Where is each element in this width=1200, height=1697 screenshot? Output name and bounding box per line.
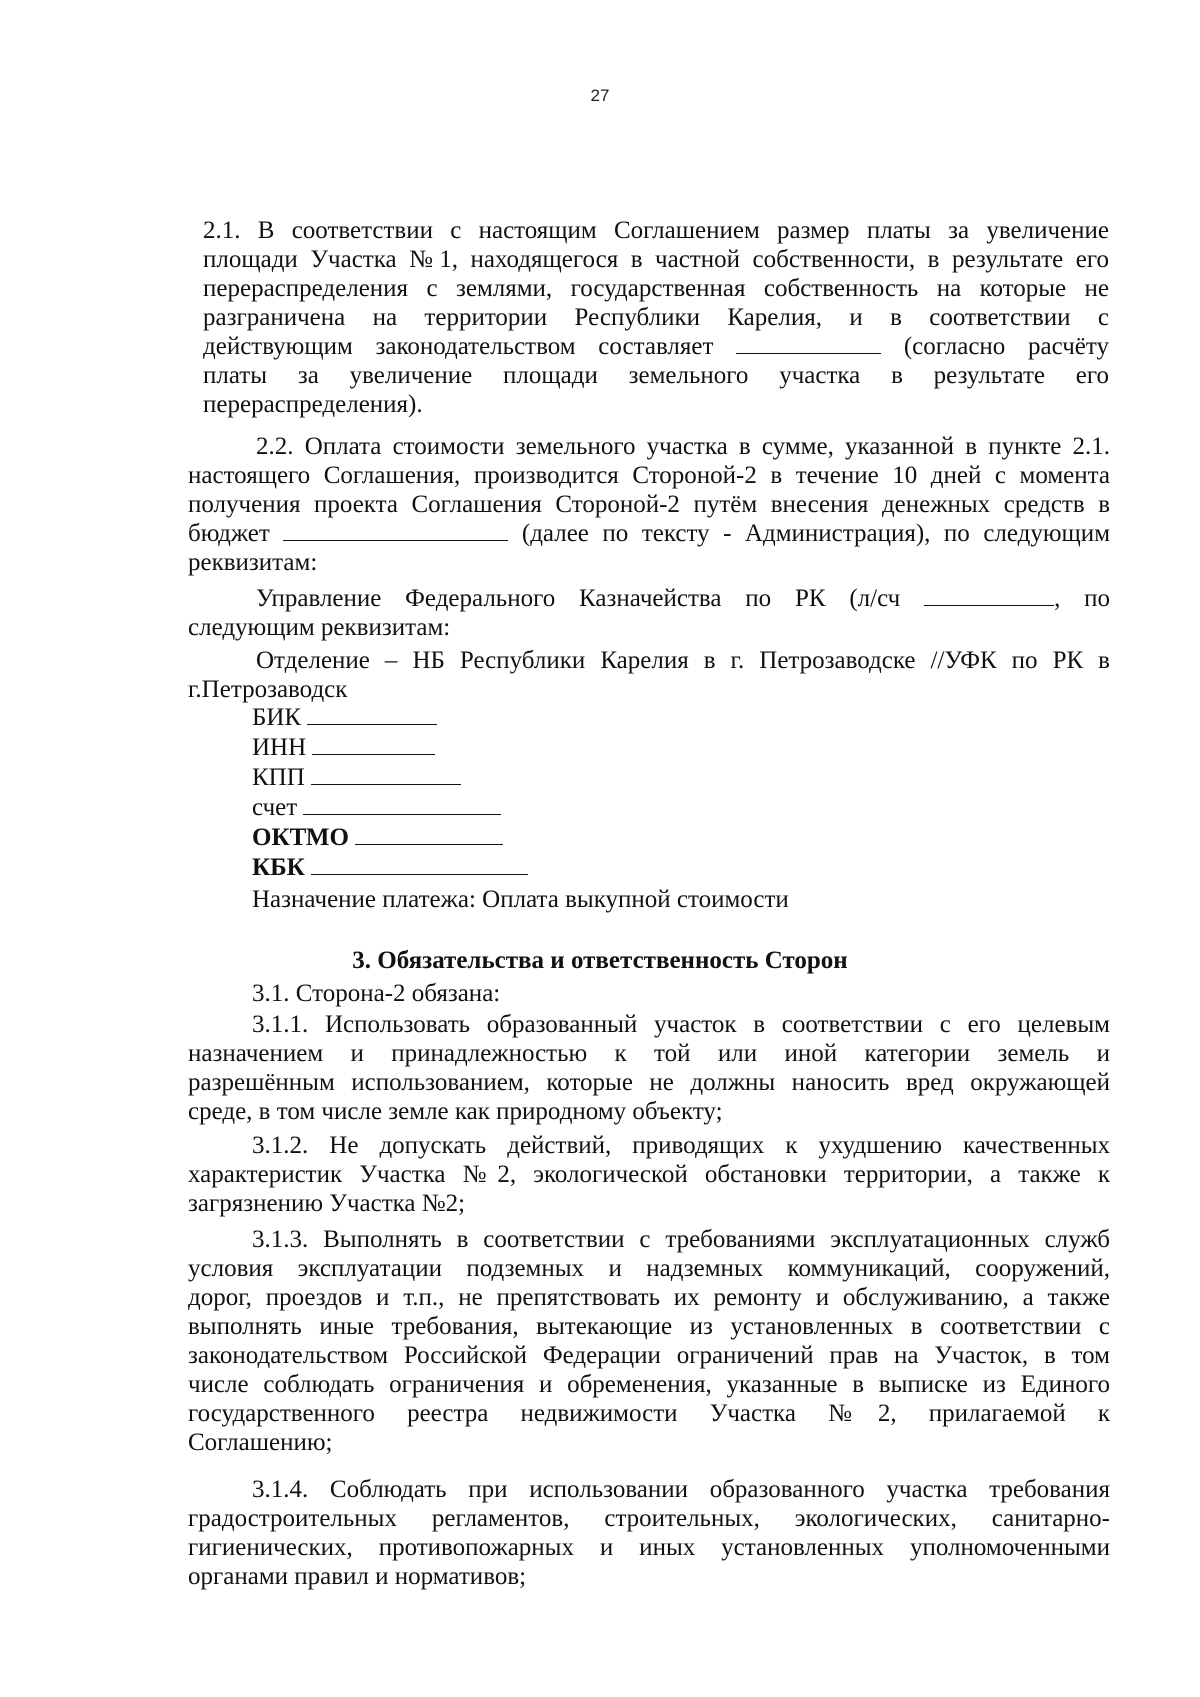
- text-line: перераспределения).: [203, 391, 423, 418]
- text-line: Соглашению;: [188, 1429, 333, 1456]
- branch-paragraph: [188, 646, 1110, 704]
- section-heading: 3. Обязательства и ответственность Сторон: [352, 947, 848, 974]
- text-line: г.Петрозаводск: [188, 676, 348, 703]
- field-kbk: [252, 853, 528, 882]
- text-line: 2.2. Оплата стоимости земельного участка в сумме, указанной в пункте 2.1.: [256, 433, 1110, 460]
- amount-blank: [736, 333, 881, 354]
- field-account: [252, 793, 501, 822]
- field-oktmo: [252, 823, 503, 852]
- text-line: реквизитам:: [188, 549, 318, 576]
- account-blank: [924, 585, 1054, 606]
- field-blank: [307, 704, 437, 725]
- text-line: законодательством Российской Федерации ограничений прав на Участок, в том: [188, 1342, 1110, 1369]
- text-line: дорог, проездов и т.п., не препятствовать их ремонту и обслуживанию, а также: [188, 1284, 1110, 1311]
- text-fragment: бюджет: [188, 520, 270, 547]
- paragraph-3-1-4: [188, 1475, 1110, 1591]
- field-bik: [252, 703, 437, 732]
- text-line: условия эксплуатации подземных и надземных коммуникаций, сооружений,: [188, 1255, 1110, 1282]
- paragraph-3-1-3: [188, 1225, 1110, 1457]
- text-line: разрешённым использованием, которые не должны наносить вред окружающей: [188, 1069, 1110, 1096]
- treasury-paragraph: [188, 584, 1110, 642]
- text-line: 3.1.1. Использовать образованный участок в соответствии с его целевым: [252, 1011, 1110, 1038]
- text-fragment: (далее по тексту - Администрация), по следующим: [521, 520, 1111, 547]
- budget-blank: [283, 520, 508, 541]
- field-inn: [252, 733, 435, 762]
- text-line: градостроительных регламентов, строительных, экологических, санитарно-: [188, 1505, 1110, 1532]
- paragraph-2-2: [188, 432, 1110, 577]
- text-line: разграничена на территории Республики Карелия, и в соответствии с: [203, 304, 1109, 331]
- text-fragment: действующим законодательством составляет: [203, 333, 714, 360]
- text-line: площади Участка №1, находящегося в частной собственности, в результате его: [203, 246, 1109, 273]
- text-line: [203, 332, 1109, 361]
- text-line: 3.1.2. Не допускать действий, приводящих к ухудшению качественных: [252, 1132, 1110, 1159]
- text-line: государственного реестра недвижимости Участка №2, прилагаемой к: [188, 1400, 1110, 1427]
- text-fragment: Управление Федерального Казначейства по РК (л/сч: [256, 585, 901, 612]
- text-line: характеристик Участка №2, экологической обстановки территории, а также к: [188, 1161, 1110, 1188]
- text-line: гигиенических, противопожарных и иных установленных уполномоченными: [188, 1534, 1110, 1561]
- field-label: счет: [252, 794, 298, 821]
- payment-purpose: Назначение платежа: Оплата выкупной стоимости: [252, 886, 789, 913]
- text-line: настоящего Соглашения, производится Стороной-2 в течение 10 дней с момента: [188, 462, 1110, 489]
- page-number: 27: [590, 86, 610, 105]
- field-label: БИК: [252, 704, 302, 731]
- text-line: органами правил и нормативов;: [188, 1563, 527, 1590]
- field-label: ОКТМО: [252, 824, 349, 851]
- text-line: числе соблюдать ограничения и обременения, указанные в выписке из Единого: [188, 1371, 1110, 1398]
- field-blank: [311, 854, 528, 875]
- text-line: загрязнению Участка №2;: [188, 1190, 466, 1217]
- field-label: КБК: [252, 854, 305, 881]
- paragraph-3-1-2: [188, 1131, 1110, 1218]
- text-line: Отделение – НБ Республики Карелия в г. Петрозаводске //УФК по РК в: [256, 647, 1110, 674]
- field-label: ИНН: [252, 734, 307, 761]
- field-blank: [311, 764, 461, 785]
- text-line: платы за увеличение площади земельного участка в результате его: [203, 362, 1109, 389]
- text-line: [188, 584, 1110, 613]
- text-line: выполнять иные требования, вытекающие из установленных в соответствии с: [188, 1313, 1110, 1340]
- text-line: 3.1.4. Соблюдать при использовании образованного участка требования: [252, 1476, 1110, 1503]
- text-fragment: , по: [1054, 585, 1110, 612]
- field-blank: [355, 824, 503, 845]
- text-line: перераспределения с землями, государственная собственность на которые не: [203, 275, 1109, 302]
- text-line: среде, в том числе земле как природному объекту;: [188, 1098, 723, 1125]
- field-label: КПП: [252, 764, 305, 791]
- text-line: 3.1.3. Выполнять в соответствии с требованиями эксплуатационных служб: [252, 1226, 1110, 1253]
- field-blank: [303, 794, 501, 815]
- text-line: назначением и принадлежностью к той или иной категории земель и: [188, 1040, 1110, 1067]
- paragraph-3-1-1: [188, 1010, 1110, 1126]
- text-line: следующим реквизитам:: [188, 614, 451, 641]
- text-fragment: (согласно расчёту: [903, 333, 1109, 360]
- paragraph-2-1: [203, 216, 1109, 419]
- text-line: получения проекта Соглашения Стороной-2 путём внесения денежных средств в: [188, 491, 1110, 518]
- field-kpp: [252, 763, 461, 792]
- field-blank: [312, 734, 435, 755]
- text-line: 2.1. В соответствии с настоящим Соглашением размер платы за увеличение: [203, 217, 1109, 244]
- text-line: [188, 519, 1110, 548]
- paragraph-3-1: 3.1. Сторона-2 обязана:: [252, 980, 501, 1007]
